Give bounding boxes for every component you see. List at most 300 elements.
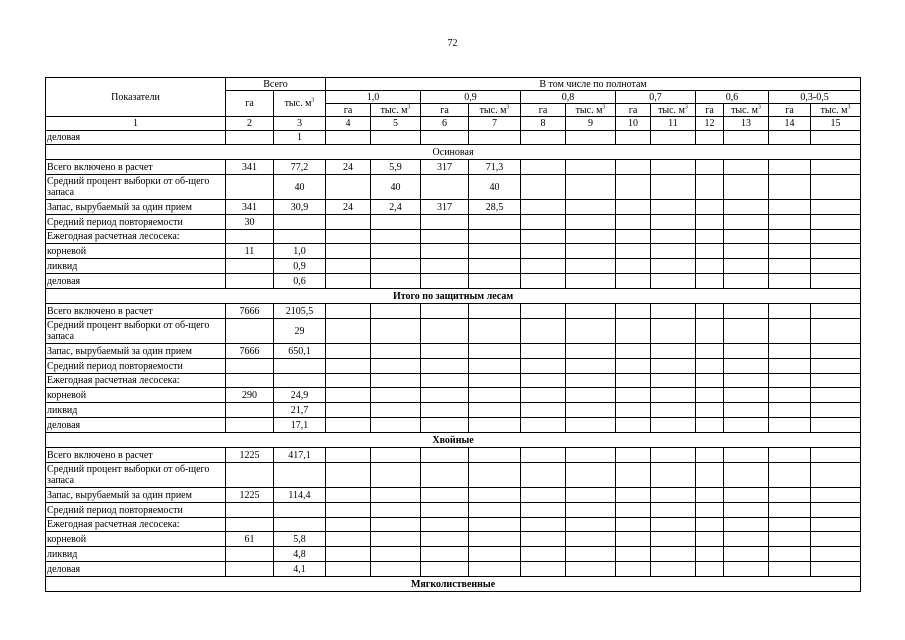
table-cell <box>371 418 421 433</box>
table-cell <box>521 403 566 418</box>
table-cell <box>651 518 696 532</box>
table-row <box>46 200 861 215</box>
table-cell: 29 <box>274 319 326 344</box>
table-row <box>46 160 861 175</box>
table-cell <box>616 448 651 463</box>
table-cell <box>724 448 769 463</box>
table-cell <box>566 463 616 488</box>
column-number: 6 <box>421 117 469 131</box>
table-cell <box>469 403 521 418</box>
table-cell <box>616 503 651 518</box>
table-cell <box>421 175 469 200</box>
column-number: 5 <box>371 117 421 131</box>
table-cell: 650,1 <box>274 344 326 359</box>
table-cell <box>521 359 566 374</box>
table-cell <box>566 532 616 547</box>
table-cell <box>616 518 651 532</box>
table-cell <box>421 215 469 230</box>
table-cell <box>226 259 274 274</box>
table-cell <box>724 344 769 359</box>
table-cell <box>326 503 371 518</box>
table-cell <box>724 175 769 200</box>
table-cell <box>326 547 371 562</box>
table-cell <box>696 463 724 488</box>
row-label: Средний период повторяемости <box>46 503 226 518</box>
table-cell <box>696 230 724 244</box>
table-cell: 7666 <box>226 344 274 359</box>
table-row <box>46 547 861 562</box>
table-cell <box>566 131 616 145</box>
table-row <box>46 463 861 488</box>
table-cell <box>469 463 521 488</box>
table-cell <box>616 388 651 403</box>
table-cell <box>724 418 769 433</box>
table-cell <box>371 388 421 403</box>
table-cell: 2105,5 <box>274 304 326 319</box>
table-cell <box>651 274 696 289</box>
table-cell <box>226 403 274 418</box>
table-cell <box>616 244 651 259</box>
table-cell: 30 <box>226 215 274 230</box>
table-row <box>46 562 861 577</box>
table-cell <box>769 448 811 463</box>
table-cell <box>616 160 651 175</box>
table-cell <box>651 359 696 374</box>
table-cell <box>616 403 651 418</box>
table-cell <box>521 547 566 562</box>
forest-harvest-table <box>45 77 861 592</box>
table-cell <box>371 463 421 488</box>
table-row <box>46 215 861 230</box>
table-cell: 30,9 <box>274 200 326 215</box>
header-total: Всего <box>226 78 326 91</box>
table-cell <box>226 359 274 374</box>
header-unit-ha: га <box>616 104 651 117</box>
table-cell <box>421 403 469 418</box>
table-cell <box>326 319 371 344</box>
table-cell <box>724 160 769 175</box>
table-cell: 11 <box>226 244 274 259</box>
section-row <box>46 433 861 448</box>
table-row <box>46 503 861 518</box>
row-label: Ежегодная расчетная лесосека: <box>46 374 226 388</box>
column-number: 7 <box>469 117 521 131</box>
table-cell <box>521 488 566 503</box>
table-cell <box>274 215 326 230</box>
table-cell <box>811 488 861 503</box>
table-cell <box>469 547 521 562</box>
table-cell <box>616 359 651 374</box>
table-cell <box>616 274 651 289</box>
table-cell <box>616 259 651 274</box>
table-cell <box>769 230 811 244</box>
table-cell <box>769 562 811 577</box>
table-cell <box>226 175 274 200</box>
section-row <box>46 577 861 592</box>
row-label: деловая <box>46 562 226 577</box>
table-cell <box>651 503 696 518</box>
table-row <box>46 259 861 274</box>
table-cell <box>566 562 616 577</box>
table-cell <box>724 518 769 532</box>
row-label: деловая <box>46 131 226 145</box>
table-cell <box>371 374 421 388</box>
table-row <box>46 230 861 244</box>
table-cell <box>469 319 521 344</box>
table-cell <box>566 448 616 463</box>
table-cell <box>421 503 469 518</box>
table-row <box>46 488 861 503</box>
row-label: Всего включено в расчет <box>46 304 226 319</box>
table-cell <box>371 488 421 503</box>
table-cell <box>769 374 811 388</box>
table-cell <box>521 230 566 244</box>
table-cell <box>371 518 421 532</box>
table-cell <box>326 463 371 488</box>
table-cell <box>521 344 566 359</box>
table-cell <box>724 463 769 488</box>
table-cell <box>226 518 274 532</box>
table-cell <box>469 344 521 359</box>
table-cell <box>696 160 724 175</box>
table-cell <box>616 230 651 244</box>
table-cell <box>651 547 696 562</box>
column-number: 1 <box>46 117 226 131</box>
table-cell <box>326 518 371 532</box>
table-cell <box>326 448 371 463</box>
table-cell <box>469 131 521 145</box>
table-cell <box>421 244 469 259</box>
table-cell <box>696 131 724 145</box>
table-cell <box>469 418 521 433</box>
header-total-volume: тыс. $м^3$ <box>274 91 326 117</box>
table-cell <box>769 160 811 175</box>
row-label: Всего включено в расчет <box>46 160 226 175</box>
table-cell <box>651 304 696 319</box>
table-cell <box>326 403 371 418</box>
section-title: Осиновая <box>46 145 861 160</box>
table-cell <box>421 274 469 289</box>
header-density-3: 0,8 <box>521 91 616 104</box>
column-number: 4 <box>326 117 371 131</box>
table-cell <box>724 488 769 503</box>
table-cell <box>371 131 421 145</box>
table-cell <box>521 562 566 577</box>
table-cell <box>724 562 769 577</box>
table-cell <box>521 274 566 289</box>
table-cell: 4,1 <box>274 562 326 577</box>
table-cell <box>274 230 326 244</box>
row-label: Ежегодная расчетная лесосека: <box>46 518 226 532</box>
column-number: 14 <box>769 117 811 131</box>
table-cell <box>724 388 769 403</box>
table-cell <box>469 532 521 547</box>
header-density-6: 0,3-0,5 <box>769 91 861 104</box>
table-cell <box>371 403 421 418</box>
table-cell <box>616 200 651 215</box>
row-label: корневой <box>46 244 226 259</box>
row-label: корневой <box>46 532 226 547</box>
table-cell <box>651 215 696 230</box>
table-cell <box>371 259 421 274</box>
table-cell <box>371 274 421 289</box>
table-cell <box>696 319 724 344</box>
row-label: ликвид <box>46 403 226 418</box>
table-cell <box>769 344 811 359</box>
table-cell <box>769 215 811 230</box>
table-cell <box>724 319 769 344</box>
table-cell <box>724 244 769 259</box>
table-cell <box>566 200 616 215</box>
table-cell <box>769 131 811 145</box>
row-label: Запас, вырубаемый за один прием <box>46 200 226 215</box>
table-cell <box>274 463 326 488</box>
table-cell <box>521 388 566 403</box>
table-cell <box>469 215 521 230</box>
table-cell <box>696 374 724 388</box>
table-cell <box>371 448 421 463</box>
table-cell <box>651 244 696 259</box>
table-cell <box>651 259 696 274</box>
table-cell <box>769 274 811 289</box>
table-cell <box>696 244 724 259</box>
table-cell <box>696 175 724 200</box>
table-cell <box>616 488 651 503</box>
table-cell <box>421 304 469 319</box>
row-label: ликвид <box>46 259 226 274</box>
table-cell <box>521 304 566 319</box>
table-cell <box>724 403 769 418</box>
table-cell <box>326 374 371 388</box>
section-title: Итого по защитным лесам <box>46 289 861 304</box>
table-cell <box>566 259 616 274</box>
row-label: Ежегодная расчетная лесосека: <box>46 230 226 244</box>
table-cell <box>724 304 769 319</box>
table-cell <box>226 131 274 145</box>
table-cell <box>421 319 469 344</box>
table-cell <box>769 319 811 344</box>
header-indicators: Показатели <box>46 78 226 117</box>
table-cell <box>616 175 651 200</box>
table-cell <box>566 359 616 374</box>
table-cell <box>769 388 811 403</box>
table-cell <box>469 304 521 319</box>
table-cell <box>724 200 769 215</box>
table-cell <box>326 131 371 145</box>
table-cell <box>226 274 274 289</box>
table-cell <box>724 374 769 388</box>
table-cell <box>226 319 274 344</box>
table-cell <box>696 359 724 374</box>
table-cell <box>566 230 616 244</box>
table-cell <box>326 244 371 259</box>
table-cell <box>651 532 696 547</box>
column-number: 12 <box>696 117 724 131</box>
table-cell <box>566 547 616 562</box>
table-cell <box>724 547 769 562</box>
table-cell <box>521 215 566 230</box>
row-label: Всего включено в расчет <box>46 448 226 463</box>
table-cell <box>811 463 861 488</box>
table-cell <box>421 359 469 374</box>
table-cell: 40 <box>469 175 521 200</box>
section-title: Хвойные <box>46 433 861 448</box>
table-cell <box>566 304 616 319</box>
table-cell <box>326 215 371 230</box>
table-cell <box>371 547 421 562</box>
table-cell <box>696 388 724 403</box>
table-cell <box>696 274 724 289</box>
table-row <box>46 244 861 259</box>
row-label: Средний процент выборки от об-щего запаса <box>46 175 226 200</box>
table-cell <box>421 488 469 503</box>
column-number: 13 <box>724 117 769 131</box>
table-cell <box>326 532 371 547</box>
table-cell <box>616 131 651 145</box>
header-unit-ha: га <box>769 104 811 117</box>
header-unit-ha: га <box>326 104 371 117</box>
table-cell <box>326 304 371 319</box>
row-label: Средний период повторяемости <box>46 359 226 374</box>
table-cell <box>469 388 521 403</box>
table-cell <box>696 503 724 518</box>
table-cell: 1225 <box>226 488 274 503</box>
table-row <box>46 131 861 145</box>
table-row <box>46 359 861 374</box>
table-cell <box>421 448 469 463</box>
table-cell <box>421 418 469 433</box>
table-cell <box>769 488 811 503</box>
table-cell <box>811 547 861 562</box>
table-cell <box>769 304 811 319</box>
table-cell <box>421 374 469 388</box>
header-unit-volume: тыс. $м^3$ <box>566 104 616 117</box>
table-cell <box>616 319 651 344</box>
table-cell <box>226 503 274 518</box>
table-cell <box>521 175 566 200</box>
table-cell <box>521 463 566 488</box>
header-unit-ha: га <box>521 104 566 117</box>
header-total-ha: га <box>226 91 274 117</box>
table-cell <box>696 344 724 359</box>
header-unit-volume: тыс. $м^3$ <box>811 104 861 117</box>
table-row <box>46 532 861 547</box>
table-cell <box>769 359 811 374</box>
table-cell <box>371 359 421 374</box>
table-cell <box>521 259 566 274</box>
table-cell <box>326 230 371 244</box>
table-cell: 0,6 <box>274 274 326 289</box>
table-cell <box>616 418 651 433</box>
table-cell: 71,3 <box>469 160 521 175</box>
table-cell <box>724 274 769 289</box>
table-row <box>46 175 861 200</box>
table-cell: 2,4 <box>371 200 421 215</box>
table-cell: 341 <box>226 200 274 215</box>
table-cell <box>566 274 616 289</box>
table-cell: 28,5 <box>469 200 521 215</box>
table-cell <box>724 131 769 145</box>
table-cell <box>651 319 696 344</box>
table-cell <box>651 463 696 488</box>
table-cell <box>521 200 566 215</box>
table-row <box>46 448 861 463</box>
table-cell: 4,8 <box>274 547 326 562</box>
table-cell: 5,8 <box>274 532 326 547</box>
table-cell <box>811 304 861 319</box>
table-cell <box>421 388 469 403</box>
table-cell: 77,2 <box>274 160 326 175</box>
column-number: 3 <box>274 117 326 131</box>
page-number: 72 <box>447 38 458 49</box>
table-cell <box>566 518 616 532</box>
table-cell <box>421 518 469 532</box>
section-row <box>46 145 861 160</box>
table-cell <box>274 359 326 374</box>
table-cell <box>811 518 861 532</box>
table-cell <box>226 547 274 562</box>
table-cell <box>371 304 421 319</box>
table-cell <box>811 388 861 403</box>
table-cell <box>469 274 521 289</box>
table-cell <box>811 215 861 230</box>
table-cell <box>371 319 421 344</box>
table-cell <box>566 344 616 359</box>
table-cell <box>566 244 616 259</box>
table-cell <box>566 403 616 418</box>
table-cell <box>811 562 861 577</box>
table-row <box>46 518 861 532</box>
table-cell <box>326 488 371 503</box>
table-cell <box>566 503 616 518</box>
section-row <box>46 289 861 304</box>
table-cell <box>469 374 521 388</box>
header-row-column-numbers <box>46 117 861 131</box>
table-cell <box>371 244 421 259</box>
table-cell <box>769 532 811 547</box>
table-cell <box>616 562 651 577</box>
table-cell <box>696 532 724 547</box>
table-cell <box>566 160 616 175</box>
table-cell <box>811 175 861 200</box>
table-cell <box>226 418 274 433</box>
table-cell <box>724 215 769 230</box>
table-cell <box>696 448 724 463</box>
table-cell <box>421 259 469 274</box>
table-cell <box>521 503 566 518</box>
table-cell <box>469 448 521 463</box>
table-cell <box>696 403 724 418</box>
table-cell <box>651 488 696 503</box>
column-number: 11 <box>651 117 696 131</box>
table-cell <box>651 175 696 200</box>
table-cell <box>696 418 724 433</box>
table-cell <box>421 532 469 547</box>
table-cell: 24 <box>326 160 371 175</box>
table-cell <box>811 131 861 145</box>
table-row <box>46 418 861 433</box>
header-row-1 <box>46 78 861 91</box>
table-cell <box>651 562 696 577</box>
table-cell: 290 <box>226 388 274 403</box>
table-cell <box>469 244 521 259</box>
table-cell <box>566 374 616 388</box>
table-cell <box>616 344 651 359</box>
column-number: 15 <box>811 117 861 131</box>
table-cell: 40 <box>371 175 421 200</box>
table-row <box>46 374 861 388</box>
column-number: 10 <box>616 117 651 131</box>
